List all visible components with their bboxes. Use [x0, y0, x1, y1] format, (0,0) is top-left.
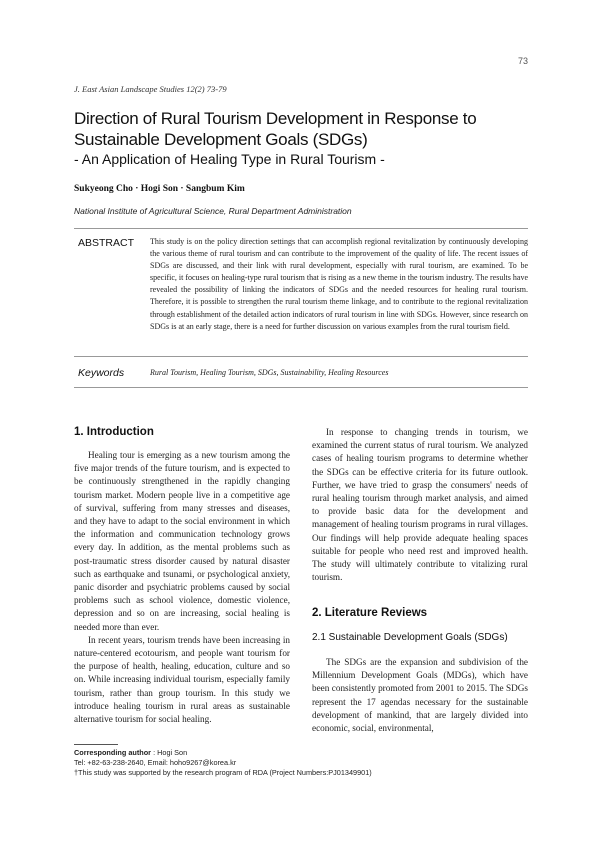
corresponding-author-label: Corresponding author — [74, 748, 152, 757]
contact-info: Tel: +82-63-238-2640, Email: hoho9267@korea.kr — [74, 758, 237, 767]
section-heading-literature: 2. Literature Reviews — [312, 607, 428, 619]
keywords-label: Keywords — [78, 367, 125, 379]
literature-paragraph: The SDGs are the expansion and subdivision of the Millennium Development Goals (MDGs), which have been consistently promoted from 2001 to 2015. The SDGs represent the 17 agendas necessary for the sustainable development of mankind, that are largely divided into economic, social, environmental, — [312, 657, 528, 734]
literature-column — [312, 656, 528, 735]
corresponding-author-name: : Hogi Son — [153, 748, 188, 757]
page-number: 73 — [517, 56, 528, 66]
abstract-text: This study is on the policy direction settings that can accomplish regional revitalization by continuously developing the various theme of rural tourism and can contribute to the improvement of the quality of life. The recent issues of SDGs are discussed, and their link with rural development, especially with rural tourism, are examined. To be specific, it focuses on healing-type rural tourism that is rising as a new theme in the tourism industry. The results have revealed the possibility of linking the indicators of SDGs and the needed resources for healing rural tourism. Therefore, it is possible to strengthen the rural tourism theme linkage, and to contribute to the regional revitalization through establishment of the detailed action indicators of rural tourism in line with SDGs. However, since research on SDGs is at an early stage, there is a need for further discussion on various examples from the rural tourism field. — [150, 237, 528, 331]
keywords-text: Rural Tourism, Healing Tourism, SDGs, Sustainability, Healing Resources — [150, 368, 389, 377]
author-list: Sukyeong Cho · Hogi Son · Sangbum Kim — [74, 184, 245, 194]
journal-citation: J. East Asian Landscape Studies 12(2) 73-79 — [74, 84, 227, 94]
subsection-heading-sdgs: 2.1 Sustainable Development Goals (SDGs) — [312, 632, 508, 643]
intro-paragraph: In response to changing trends in tourism, we examined the current status of rural tourism. We analyzed cases of healing tourism programs to determine whether the SDGs can be effective criteria for its future outlook. Further, we have tried to grasp the consumers' needs of rural healing tourism through market analysis, and aimed to provide basic data for the development and management of healing tourism programs in rural villages. Our findings will help provide adequate healing spaces suitable for people who need rest and improved health. The study will ultimately contribute to vitalizing rural tourism. — [312, 427, 528, 583]
section-heading-introduction: 1. Introduction — [74, 426, 154, 438]
intro-paragraph: Healing tour is emerging as a new tourism among the five major trends of the future tourism, and is expected to be continuously strengthened in the rapidly changing tourism market. Modern people live in a competitive age of survival, suffering from many stresses and diseases, and they have to adapt to the social environment in which the information and communication technology grows every day. In addition, as the mental problems such as post-traumatic stress disorder caused by natural disaster such as earthquake and tsunami, or psychological anxiety, panic disorder and psychiatric problems caused by social problems such as school violence, domestic violence, depression and so on are increasing, social healing is needed more than ever. — [74, 450, 290, 632]
abstract-bottom-rule — [74, 356, 528, 357]
introduction-column-right — [312, 426, 528, 584]
keywords-bottom-rule — [74, 387, 528, 388]
footnotes — [74, 748, 372, 778]
introduction-column-left — [74, 449, 290, 726]
footnote-rule — [74, 744, 118, 745]
abstract-label: ABSTRACT — [78, 237, 135, 249]
corresponding-author — [74, 748, 372, 758]
funding-note: †This study was supported by the research program of RDA (Project Numbers:PJ01349901) — [74, 768, 372, 777]
intro-paragraph: In recent years, tourism trends have been increasing in nature-centered ecotourism, and people want tourism for the purpose of health, healing, education, culture and so on. While increasing individual tourism, especially family tourism, rather than group tourism. In this study we introduce healing tourism in rural areas as sustainable alternative tourism for social healing. — [74, 634, 290, 725]
paper-subtitle: - An Application of Healing Type in Rural Tourism - — [74, 151, 385, 167]
paper-title: Direction of Rural Tourism Development in Response to Sustainable Development Goals (SDGs) — [74, 109, 477, 149]
affiliation: National Institute of Agricultural Science, Rural Department Administration — [74, 206, 352, 216]
abstract-top-rule — [74, 228, 528, 229]
